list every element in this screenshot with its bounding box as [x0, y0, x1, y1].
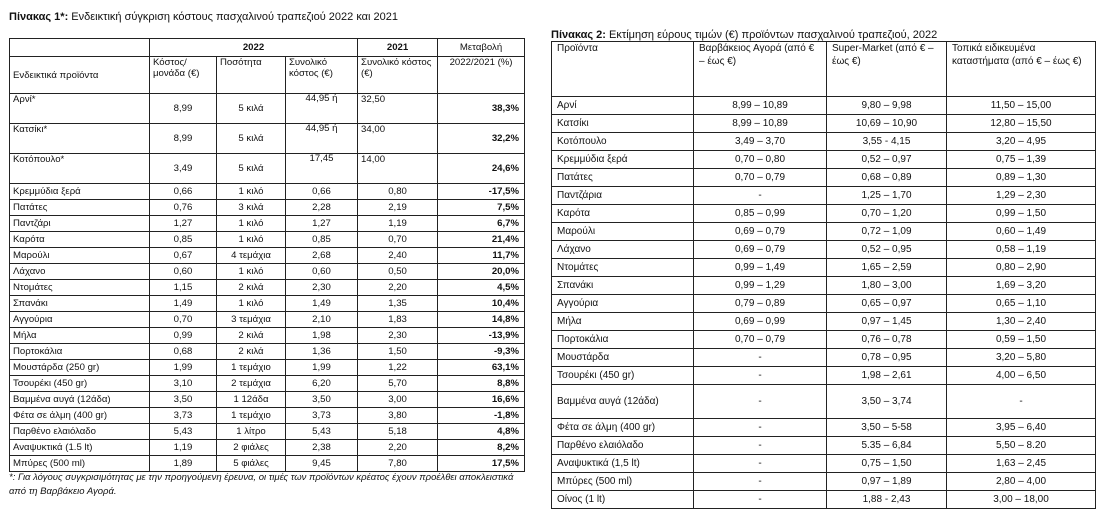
varvakeios-range: 0,70 – 0,79	[694, 331, 827, 349]
change-percent: 21,4%	[438, 232, 525, 248]
product-name: Παρθένο ελαιόλαδο	[10, 424, 150, 440]
table1-column-header-row	[10, 57, 525, 94]
unit-cost: 3,10	[150, 376, 217, 392]
total-cost-2022: 5,43	[286, 424, 358, 440]
change-percent: 4,8%	[438, 424, 525, 440]
change-percent: -13,9%	[438, 328, 525, 344]
total-cost-2021: 5,70	[358, 376, 438, 392]
total-cost-2022: 3,73	[286, 408, 358, 424]
table1-row	[10, 312, 525, 328]
total-cost-2022: 17,45	[286, 154, 358, 184]
total-cost-2022: 0,66	[286, 184, 358, 200]
total-cost-2021: 2,30	[358, 328, 438, 344]
total-cost-2022: 0,60	[286, 264, 358, 280]
table1-header-change-top: Μεταβολή	[438, 39, 525, 57]
total-cost-2021: 34,00	[358, 124, 438, 154]
table1-row	[10, 248, 525, 264]
table2-header-row	[552, 42, 1096, 97]
unit-cost: 0,67	[150, 248, 217, 264]
table1-header-quantity: Ποσότητα	[217, 57, 286, 94]
table1-row	[10, 216, 525, 232]
local-shops-range: 1,69 – 3,20	[947, 277, 1096, 295]
table2-title-text: Εκτίμηση εύρους τιμών (€) προϊόντων πασχαλινού τραπεζιού, 2022	[605, 29, 938, 41]
table2-title-label: Πίνακας 2:	[551, 29, 606, 41]
product-name: Πατάτες	[10, 200, 150, 216]
total-cost-2022: 1,36	[286, 344, 358, 360]
change-percent: 20,0%	[438, 264, 525, 280]
product-name: Ντομάτες	[10, 280, 150, 296]
product-name: Κοτόπουλο	[552, 133, 694, 151]
unit-cost: 8,99	[150, 94, 217, 124]
change-percent: 32,2%	[438, 124, 525, 154]
unit-cost: 0,60	[150, 264, 217, 280]
table2-row	[552, 455, 1096, 473]
change-percent: 38,3%	[438, 94, 525, 124]
varvakeios-range: 8,99 – 10,89	[694, 97, 827, 115]
table1-header-product: Ενδεικτικά προϊόντα	[10, 57, 150, 94]
varvakeios-range: 0,70 – 0,80	[694, 151, 827, 169]
product-name: Φέτα σε άλμη (400 gr)	[552, 419, 694, 437]
total-cost-2021: 14,00	[358, 154, 438, 184]
table2-row	[552, 205, 1096, 223]
table2-row	[552, 169, 1096, 187]
varvakeios-range: 0,79 – 0,89	[694, 295, 827, 313]
change-percent: 4,5%	[438, 280, 525, 296]
table2-header-product: Προϊόντα	[552, 42, 694, 97]
table2-header-supermarket: Super-Market (από € – έως €)	[827, 42, 947, 97]
table2-row	[552, 473, 1096, 491]
table2-row	[552, 241, 1096, 259]
change-percent: 11,7%	[438, 248, 525, 264]
quantity: 1 τεμάχιο	[217, 408, 286, 424]
local-shops-range: 0,99 – 1,50	[947, 205, 1096, 223]
quantity: 1 λίτρο	[217, 424, 286, 440]
local-shops-range: 3,20 – 4,95	[947, 133, 1096, 151]
unit-cost: 1,15	[150, 280, 217, 296]
table2-row	[552, 491, 1096, 509]
table2-row	[552, 187, 1096, 205]
unit-cost: 3,73	[150, 408, 217, 424]
table1-row	[10, 154, 525, 184]
table2-row	[552, 277, 1096, 295]
quantity: 2 φιάλες	[217, 440, 286, 456]
local-shops-range: 3,95 – 6,40	[947, 419, 1096, 437]
local-shops-range: 3,00 – 18,00	[947, 491, 1096, 509]
product-name: Αγγούρια	[552, 295, 694, 313]
total-cost-2021: 1,19	[358, 216, 438, 232]
table2-row	[552, 259, 1096, 277]
quantity: 1 τεμάχιο	[217, 360, 286, 376]
total-cost-2021: 0,50	[358, 264, 438, 280]
supermarket-range: 1,98 – 2,61	[827, 367, 947, 385]
supermarket-range: 1,25 – 1,70	[827, 187, 947, 205]
table2-row	[552, 97, 1096, 115]
product-name: Παντζάρια	[552, 187, 694, 205]
varvakeios-range: -	[694, 385, 827, 419]
table1-row	[10, 296, 525, 312]
varvakeios-range: -	[694, 491, 827, 509]
change-percent: 8,2%	[438, 440, 525, 456]
quantity: 4 τεμάχια	[217, 248, 286, 264]
change-percent: 17,5%	[438, 456, 525, 472]
total-cost-2021: 1,35	[358, 296, 438, 312]
local-shops-range: 11,50 – 15,00	[947, 97, 1096, 115]
unit-cost: 1,99	[150, 360, 217, 376]
unit-cost: 0,70	[150, 312, 217, 328]
product-name: Καρότα	[10, 232, 150, 248]
table1-header-unit-cost: Κόστος/ μονάδα (€)	[150, 57, 217, 94]
product-name: Ντομάτες	[552, 259, 694, 277]
table2-row	[552, 151, 1096, 169]
change-percent: 16,6%	[438, 392, 525, 408]
quantity: 5 κιλά	[217, 124, 286, 154]
local-shops-range: 0,59 – 1,50	[947, 331, 1096, 349]
table1-row	[10, 456, 525, 472]
table1-title-label: Πίνακας 1*:	[9, 11, 69, 23]
unit-cost: 0,76	[150, 200, 217, 216]
table1-row	[10, 264, 525, 280]
table1-empty-header-cell	[10, 39, 150, 57]
table2-row	[552, 349, 1096, 367]
table1-row	[10, 408, 525, 424]
table1-row	[10, 94, 525, 124]
total-cost-2022: 2,68	[286, 248, 358, 264]
total-cost-2022: 3,50	[286, 392, 358, 408]
unit-cost: 0,85	[150, 232, 217, 248]
quantity: 1 κιλό	[217, 216, 286, 232]
change-percent: -1,8%	[438, 408, 525, 424]
product-name: Οίνος (1 lt)	[552, 491, 694, 509]
total-cost-2021: 1,22	[358, 360, 438, 376]
total-cost-2022: 2,30	[286, 280, 358, 296]
unit-cost: 5,43	[150, 424, 217, 440]
total-cost-2022: 44,95 ή	[286, 124, 358, 154]
supermarket-range: 1,88 - 2,43	[827, 491, 947, 509]
table2-row	[552, 133, 1096, 151]
unit-cost: 0,99	[150, 328, 217, 344]
product-name: Πορτοκάλια	[552, 331, 694, 349]
unit-cost: 0,68	[150, 344, 217, 360]
table2-title	[551, 29, 937, 41]
unit-cost: 1,27	[150, 216, 217, 232]
table1-header-total-2022: Συνολικό κόστος (€)	[286, 57, 358, 94]
local-shops-range: 0,80 – 2,90	[947, 259, 1096, 277]
change-percent: 6,7%	[438, 216, 525, 232]
varvakeios-range: 0,69 – 0,79	[694, 241, 827, 259]
supermarket-range: 0,76 – 0,78	[827, 331, 947, 349]
total-cost-2021: 2,40	[358, 248, 438, 264]
table2-row	[552, 419, 1096, 437]
product-name: Τσουρέκι (450 gr)	[552, 367, 694, 385]
table2-row	[552, 295, 1096, 313]
product-name: Πατάτες	[552, 169, 694, 187]
cost-comparison-table	[9, 38, 525, 472]
table2-row	[552, 313, 1096, 331]
total-cost-2022: 1,49	[286, 296, 358, 312]
quantity: 3 τεμάχια	[217, 312, 286, 328]
varvakeios-range: 3,49 – 3,70	[694, 133, 827, 151]
quantity: 2 κιλά	[217, 280, 286, 296]
product-name: Παντζάρι	[10, 216, 150, 232]
supermarket-range: 10,69 – 10,90	[827, 115, 947, 133]
supermarket-range: 0,78 – 0,95	[827, 349, 947, 367]
product-name: Μαρούλι	[10, 248, 150, 264]
varvakeios-range: -	[694, 437, 827, 455]
varvakeios-range: 0,85 – 0,99	[694, 205, 827, 223]
quantity: 3 κιλά	[217, 200, 286, 216]
table2-row	[552, 331, 1096, 349]
unit-cost: 1,19	[150, 440, 217, 456]
product-name: Κρεμμύδια ξερά	[10, 184, 150, 200]
unit-cost: 1,49	[150, 296, 217, 312]
table1-header-change: 2022/2021 (%)	[438, 57, 525, 94]
unit-cost: 3,50	[150, 392, 217, 408]
total-cost-2021: 7,80	[358, 456, 438, 472]
total-cost-2022: 2,10	[286, 312, 358, 328]
product-name: Καρότα	[552, 205, 694, 223]
total-cost-2021: 0,80	[358, 184, 438, 200]
total-cost-2022: 2,28	[286, 200, 358, 216]
varvakeios-range: 0,69 – 0,79	[694, 223, 827, 241]
product-name: Σπανάκι	[552, 277, 694, 295]
table1-header-2022: 2022	[150, 39, 358, 57]
varvakeios-range: -	[694, 349, 827, 367]
quantity: 1 12άδα	[217, 392, 286, 408]
change-percent: -17,5%	[438, 184, 525, 200]
quantity: 1 κιλό	[217, 232, 286, 248]
varvakeios-range: -	[694, 473, 827, 491]
table1-title-text: Ενδεικτική σύγκριση κόστους πασχαλινού τραπεζιού 2022 και 2021	[68, 11, 399, 23]
local-shops-range: 0,65 – 1,10	[947, 295, 1096, 313]
varvakeios-range: 8,99 – 10,89	[694, 115, 827, 133]
product-name: Αναψυκτικά (1,5 lt)	[552, 455, 694, 473]
supermarket-range: 9,80 – 9,98	[827, 97, 947, 115]
product-name: Μουστάρδα	[552, 349, 694, 367]
total-cost-2021: 3,80	[358, 408, 438, 424]
supermarket-range: 0,72 – 1,09	[827, 223, 947, 241]
total-cost-2021: 3,00	[358, 392, 438, 408]
local-shops-range: 5,50 – 8.20	[947, 437, 1096, 455]
table1-footnote: *: Για λόγους συγκρισιμότητας με την προηγούμενη έρευνα, οι τιμές των προϊόντων κρέατος έχουν προέλθει αποκλειστικά από τη Βαρβάκειο Αγορά.	[9, 472, 514, 497]
table1-row	[10, 344, 525, 360]
table1-row	[10, 392, 525, 408]
change-percent: 14,8%	[438, 312, 525, 328]
product-name: Κοτόπουλο*	[10, 154, 150, 184]
local-shops-range: 0,75 – 1,39	[947, 151, 1096, 169]
total-cost-2021: 2,20	[358, 440, 438, 456]
local-shops-range: 1,63 – 2,45	[947, 455, 1096, 473]
total-cost-2022: 1,98	[286, 328, 358, 344]
supermarket-range: 0,52 – 0,97	[827, 151, 947, 169]
table2-row	[552, 385, 1096, 419]
quantity: 2 τεμάχια	[217, 376, 286, 392]
supermarket-range: 0,97 – 1,89	[827, 473, 947, 491]
total-cost-2021: 2,20	[358, 280, 438, 296]
product-name: Σπανάκι	[10, 296, 150, 312]
total-cost-2022: 1,27	[286, 216, 358, 232]
supermarket-range: 1,80 – 3,00	[827, 277, 947, 295]
local-shops-range: 4,00 – 6,50	[947, 367, 1096, 385]
product-name: Κατσίκι*	[10, 124, 150, 154]
change-percent: 7,5%	[438, 200, 525, 216]
varvakeios-range: -	[694, 455, 827, 473]
price-range-table	[551, 41, 1096, 509]
supermarket-range: 0,52 – 0,95	[827, 241, 947, 259]
unit-cost: 3,49	[150, 154, 217, 184]
local-shops-range: 1,29 – 2,30	[947, 187, 1096, 205]
table1-row	[10, 184, 525, 200]
table2-row	[552, 437, 1096, 455]
product-name: Μήλα	[10, 328, 150, 344]
product-name: Μπύρες (500 ml)	[10, 456, 150, 472]
local-shops-range: 3,20 – 5,80	[947, 349, 1096, 367]
product-name: Μαρούλι	[552, 223, 694, 241]
quantity: 1 κιλό	[217, 184, 286, 200]
change-percent: 8,8%	[438, 376, 525, 392]
quantity: 2 κιλά	[217, 344, 286, 360]
quantity: 2 κιλά	[217, 328, 286, 344]
table1-row	[10, 280, 525, 296]
table1-row	[10, 360, 525, 376]
varvakeios-range: 0,69 – 0,99	[694, 313, 827, 331]
local-shops-range: 0,89 – 1,30	[947, 169, 1096, 187]
product-name: Παρθένο ελαιόλαδο	[552, 437, 694, 455]
table1-row	[10, 440, 525, 456]
product-name: Πορτοκάλια	[10, 344, 150, 360]
product-name: Μουστάρδα (250 gr)	[10, 360, 150, 376]
local-shops-range: 1,30 – 2,40	[947, 313, 1096, 331]
quantity: 1 κιλό	[217, 296, 286, 312]
table2-row	[552, 223, 1096, 241]
quantity: 5 κιλά	[217, 94, 286, 124]
supermarket-range: 5.35 – 6,84	[827, 437, 947, 455]
supermarket-range: 3,50 – 5-58	[827, 419, 947, 437]
supermarket-range: 3,55 - 4,15	[827, 133, 947, 151]
varvakeios-range: 0,99 – 1,49	[694, 259, 827, 277]
table1-header-2021: 2021	[358, 39, 438, 57]
change-percent: 24,6%	[438, 154, 525, 184]
local-shops-range: 2,80 – 4,00	[947, 473, 1096, 491]
unit-cost: 0,66	[150, 184, 217, 200]
product-name: Κατσίκι	[552, 115, 694, 133]
supermarket-range: 0,70 – 1,20	[827, 205, 947, 223]
product-name: Τσουρέκι (450 gr)	[10, 376, 150, 392]
varvakeios-range: 0,70 – 0,79	[694, 169, 827, 187]
varvakeios-range: 0,99 – 1,29	[694, 277, 827, 295]
total-cost-2021: 1,83	[358, 312, 438, 328]
varvakeios-range: -	[694, 367, 827, 385]
product-name: Μπύρες (500 ml)	[552, 473, 694, 491]
product-name: Φέτα σε άλμη (400 gr)	[10, 408, 150, 424]
supermarket-range: 3,50 – 3,74	[827, 385, 947, 419]
product-name: Αγγούρια	[10, 312, 150, 328]
product-name: Αρνί*	[10, 94, 150, 124]
total-cost-2022: 0,85	[286, 232, 358, 248]
product-name: Λάχανο	[552, 241, 694, 259]
varvakeios-range: -	[694, 187, 827, 205]
supermarket-range: 0,68 – 0,89	[827, 169, 947, 187]
table1-row	[10, 232, 525, 248]
table1-header-total-2021: Συνολικό κόστος (€)	[358, 57, 438, 94]
product-name: Λάχανο	[10, 264, 150, 280]
total-cost-2021: 0,70	[358, 232, 438, 248]
table1-row	[10, 124, 525, 154]
local-shops-range: 12,80 – 15,50	[947, 115, 1096, 133]
total-cost-2022: 9,45	[286, 456, 358, 472]
table1-title	[9, 11, 398, 23]
table1-group-header-row	[10, 39, 525, 57]
unit-cost: 1,89	[150, 456, 217, 472]
local-shops-range: 0,60 – 1,49	[947, 223, 1096, 241]
change-percent: 10,4%	[438, 296, 525, 312]
unit-cost: 8,99	[150, 124, 217, 154]
total-cost-2022: 1,99	[286, 360, 358, 376]
table2-header-local-shops: Τοπικά ειδικευμένα καταστήματα (από € – έως €)	[947, 42, 1096, 97]
table2-row	[552, 367, 1096, 385]
quantity: 5 κιλά	[217, 154, 286, 184]
table2-header-varvakeios: Βαρβάκειος Αγορά (από € – έως €)	[694, 42, 827, 97]
change-percent: 63,1%	[438, 360, 525, 376]
local-shops-range: 0,58 – 1,19	[947, 241, 1096, 259]
total-cost-2021: 5,18	[358, 424, 438, 440]
total-cost-2021: 1,50	[358, 344, 438, 360]
supermarket-range: 0,75 – 1,50	[827, 455, 947, 473]
quantity: 5 φιάλες	[217, 456, 286, 472]
total-cost-2021: 32,50	[358, 94, 438, 124]
total-cost-2022: 2,38	[286, 440, 358, 456]
table2-row	[552, 115, 1096, 133]
product-name: Αναψυκτικά (1.5 lt)	[10, 440, 150, 456]
supermarket-range: 1,65 – 2,59	[827, 259, 947, 277]
supermarket-range: 0,97 – 1,45	[827, 313, 947, 331]
total-cost-2022: 6,20	[286, 376, 358, 392]
table1-row	[10, 376, 525, 392]
total-cost-2022: 44,95 ή	[286, 94, 358, 124]
product-name: Κρεμμύδια ξερά	[552, 151, 694, 169]
varvakeios-range: -	[694, 419, 827, 437]
product-name: Βαμμένα αυγά (12άδα)	[552, 385, 694, 419]
table1-row	[10, 328, 525, 344]
local-shops-range: -	[947, 385, 1096, 419]
table1-row	[10, 200, 525, 216]
total-cost-2021: 2,19	[358, 200, 438, 216]
product-name: Βαμμένα αυγά (12άδα)	[10, 392, 150, 408]
product-name: Μήλα	[552, 313, 694, 331]
quantity: 1 κιλό	[217, 264, 286, 280]
product-name: Αρνί	[552, 97, 694, 115]
supermarket-range: 0,65 – 0,97	[827, 295, 947, 313]
table1-row	[10, 424, 525, 440]
change-percent: -9,3%	[438, 344, 525, 360]
